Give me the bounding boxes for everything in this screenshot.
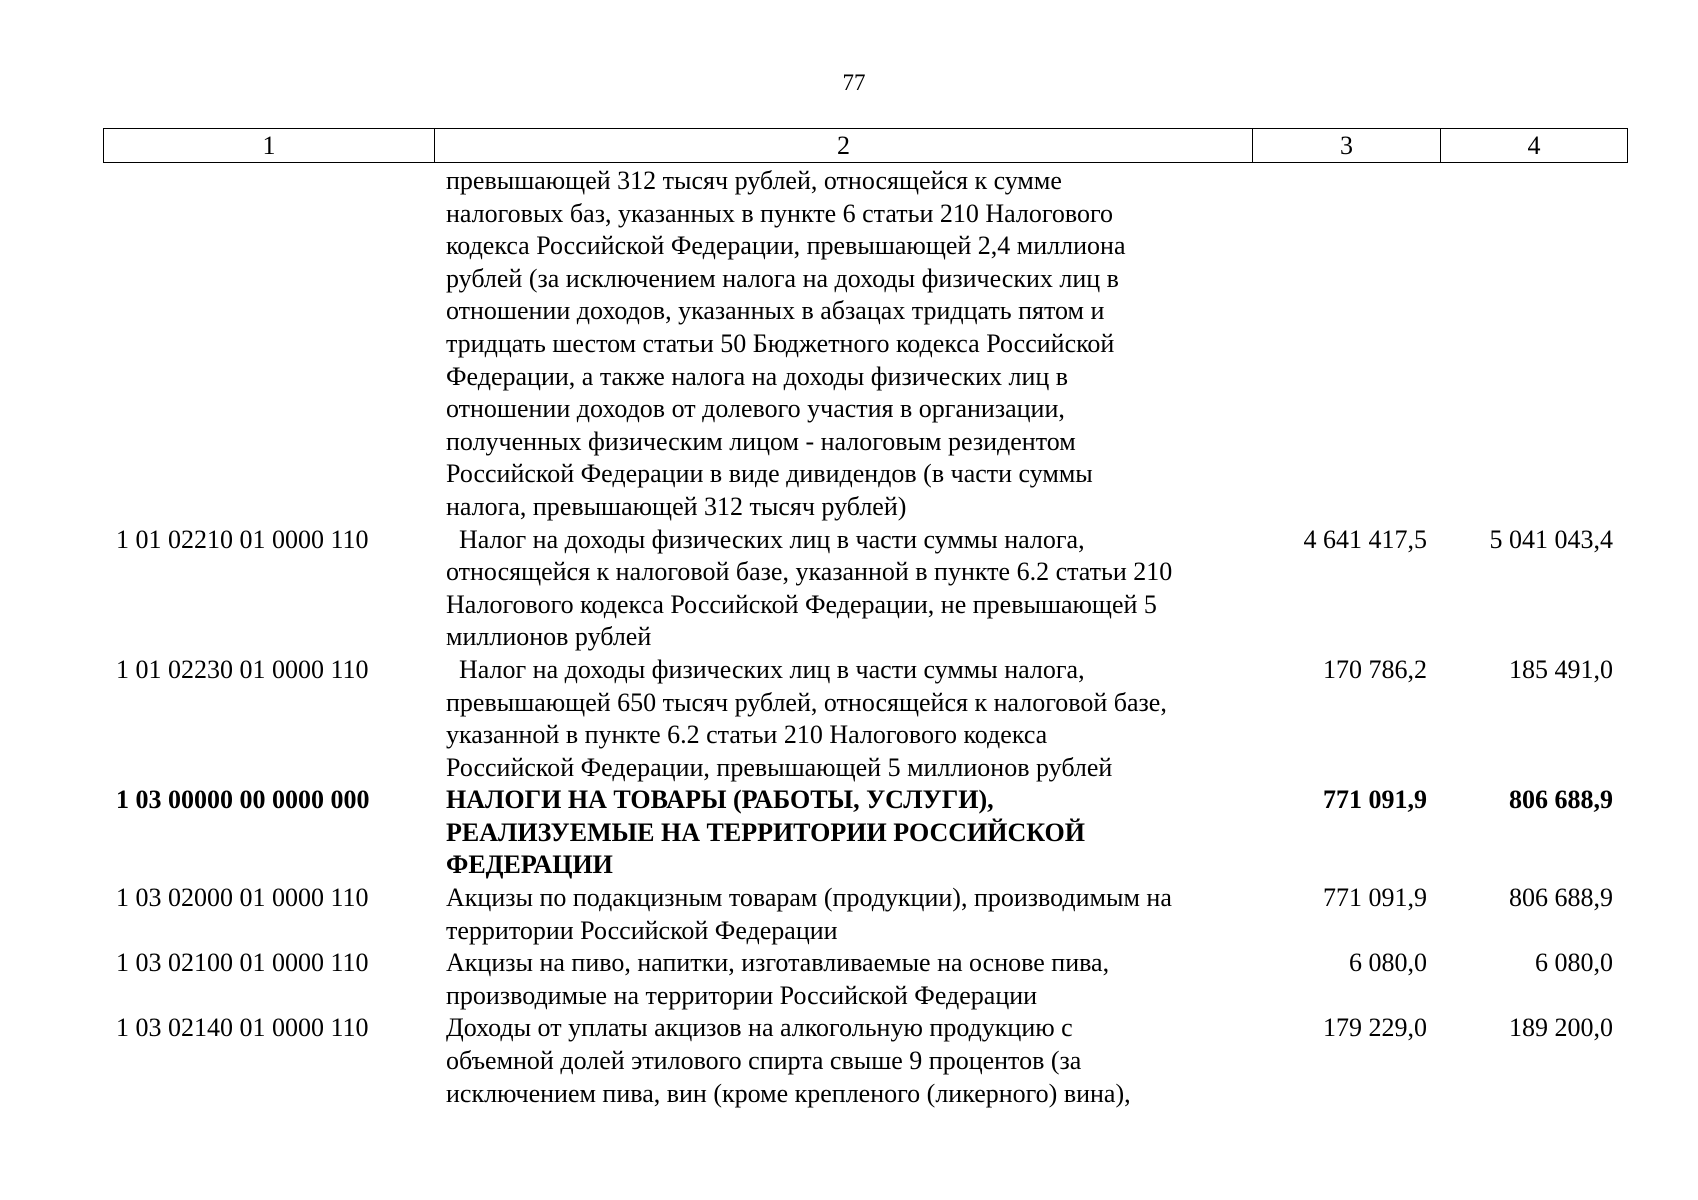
row-description bbox=[433, 784, 1250, 882]
table-row bbox=[103, 947, 1623, 1012]
description-line: производимые на территории Российской Федерации bbox=[446, 980, 1038, 1010]
page-number: 77 bbox=[842, 70, 866, 95]
header-col-2: 2 bbox=[435, 129, 1253, 163]
description-line: тридцать шестом статьи 50 Бюджетного кодекса Российской bbox=[446, 328, 1115, 358]
description-line: превышающей 312 тысяч рублей, относящейся к сумме bbox=[446, 166, 1062, 195]
table-row bbox=[103, 165, 1623, 524]
description-line: Федерации, а также налога на доходы физических лиц в bbox=[446, 361, 1069, 391]
row-description bbox=[433, 165, 1250, 524]
description-line: ФЕДЕРАЦИИ bbox=[446, 850, 613, 880]
row-description bbox=[433, 882, 1250, 947]
description-line: отношении доходов от долевого участия в организации, bbox=[446, 394, 1065, 424]
table-row bbox=[103, 1012, 1623, 1110]
row-value-col4: 185 491,0 bbox=[1509, 654, 1613, 684]
description-line: отношении доходов, указанных в абзацах тридцать пятом и bbox=[446, 296, 1105, 326]
row-value-col3: 179 229,0 bbox=[1323, 1013, 1427, 1043]
table-row bbox=[103, 784, 1623, 882]
row-value-col4: 189 200,0 bbox=[1509, 1013, 1613, 1043]
description-line: относящейся к налоговой базе, указанной в пункте 6.2 статьи 210 bbox=[446, 557, 1173, 587]
row-description bbox=[433, 1012, 1250, 1110]
row-value-col4: 5 041 043,4 bbox=[1489, 524, 1613, 554]
row-description bbox=[433, 947, 1250, 1012]
row-value-col3: 771 091,9 bbox=[1323, 785, 1427, 815]
table-row bbox=[103, 524, 1623, 654]
row-value-col3: 771 091,9 bbox=[1323, 883, 1427, 913]
row-code: 1 03 02140 01 0000 110 bbox=[116, 1013, 369, 1043]
row-code: 1 01 02210 01 0000 110 bbox=[116, 524, 369, 554]
table-row bbox=[103, 654, 1623, 784]
row-value-col4: 806 688,9 bbox=[1509, 883, 1613, 913]
header-col-1: 1 bbox=[104, 129, 435, 163]
description-line: объемной долей этилового спирта свыше 9 процентов (за bbox=[446, 1046, 1082, 1076]
header-col-3: 3 bbox=[1253, 129, 1441, 163]
description-line: рублей (за исключением налога на доходы физических лиц в bbox=[446, 263, 1119, 293]
description-line: миллионов рублей bbox=[446, 622, 652, 652]
row-description bbox=[433, 654, 1250, 784]
description-line: Российской Федерации, превышающей 5 миллионов рублей bbox=[446, 752, 1113, 782]
description-line: указанной в пункте 6.2 статьи 210 Налогового кодекса bbox=[446, 720, 1048, 750]
header-col-4: 4 bbox=[1441, 129, 1628, 163]
description-line: Российской Федерации в виде дивидендов (в части суммы bbox=[446, 459, 1093, 489]
row-description bbox=[433, 524, 1250, 654]
description-line: территории Российской Федерации bbox=[446, 915, 838, 945]
description-line: Доходы от уплаты акцизов на алкогольную продукцию с bbox=[446, 1013, 1073, 1043]
table-body bbox=[103, 165, 1623, 1110]
description-line: Налог на доходы физических лиц в части суммы налога, bbox=[446, 524, 1085, 554]
description-line: кодекса Российской Федерации, превышающей 2,4 миллиона bbox=[446, 231, 1126, 261]
description-line: превышающей 650 тысяч рублей, относящейся к налоговой базе, bbox=[446, 687, 1167, 717]
table-row bbox=[103, 882, 1623, 947]
row-value-col3: 6 080,0 bbox=[1349, 948, 1427, 978]
row-code: 1 03 00000 00 0000 000 bbox=[116, 785, 370, 815]
description-line: полученных физическим лицом - налоговым резидентом bbox=[446, 426, 1076, 456]
description-line: Акцизы на пиво, напитки, изготавливаемые на основе пива, bbox=[446, 948, 1110, 978]
row-code bbox=[103, 165, 433, 524]
row-code: 1 03 02100 01 0000 110 bbox=[116, 948, 369, 978]
description-line: Налогового кодекса Российской Федерации, не превышающей 5 bbox=[446, 589, 1157, 619]
description-line: РЕАЛИЗУЕМЫЕ НА ТЕРРИТОРИИ РОССИЙСКОЙ bbox=[446, 817, 1085, 847]
row-value-col4: 6 080,0 bbox=[1535, 948, 1613, 978]
description-line: Акцизы по подакцизным товарам (продукции), производимым на bbox=[446, 883, 1172, 913]
row-value-col3 bbox=[1250, 165, 1437, 524]
table-header bbox=[103, 128, 1628, 163]
row-code: 1 01 02230 01 0000 110 bbox=[116, 654, 369, 684]
row-code: 1 03 02000 01 0000 110 bbox=[116, 883, 369, 913]
description-line: налога, превышающей 312 тысяч рублей) bbox=[446, 491, 907, 521]
row-value-col3: 4 641 417,5 bbox=[1303, 524, 1427, 554]
description-line: исключением пива, вин (кроме крепленого (ликерного) вина), bbox=[446, 1078, 1131, 1108]
row-value-col4: 806 688,9 bbox=[1509, 785, 1613, 815]
description-line: налоговых баз, указанных в пункте 6 статьи 210 Налогового bbox=[446, 198, 1114, 228]
description-line: Налог на доходы физических лиц в части суммы налога, bbox=[446, 654, 1085, 684]
row-value-col3: 170 786,2 bbox=[1323, 654, 1427, 684]
row-value-col4 bbox=[1437, 165, 1623, 524]
description-line: НАЛОГИ НА ТОВАРЫ (РАБОТЫ, УСЛУГИ), bbox=[446, 785, 994, 815]
